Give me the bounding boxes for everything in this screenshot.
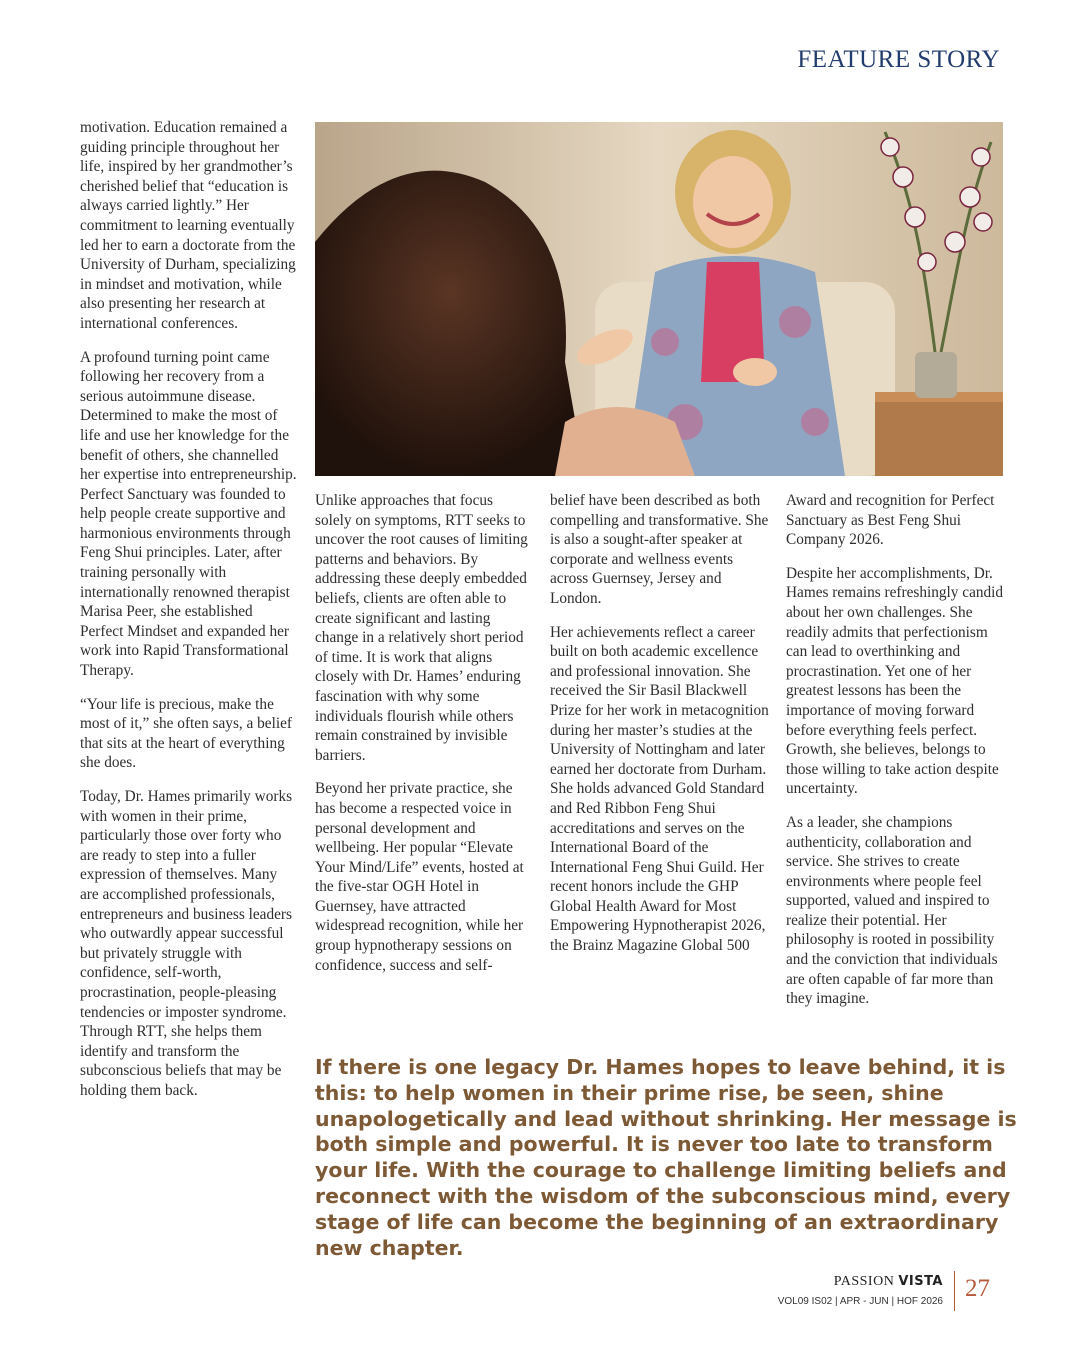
feature-photo: [315, 122, 1003, 476]
paragraph: “Your life is precious, make the most of it,” she often says, a belief that sits at the heart of everything she does.: [80, 695, 292, 772]
issue-info: VOL09 IS02 | APR - JUN | HOF 2026: [777, 1296, 943, 1307]
magazine-brand: [834, 1274, 943, 1290]
page-number: 27: [965, 1275, 990, 1302]
article-column-3: [550, 491, 770, 970]
section-label: FEATURE STORY: [797, 46, 1000, 73]
paragraph: belief have been described as both compelling and transformative. She is also a sought-after speaker at corporate and wellness events across Guernsey, Jersey and London.: [550, 492, 769, 607]
brand-passion: PASSION: [833, 1274, 899, 1289]
article-column-4: [786, 491, 1008, 1023]
footer-divider: [954, 1271, 955, 1311]
brand-vista: VISTA: [898, 1274, 943, 1289]
paragraph: motivation. Education remained a guiding principle throughout her life, inspired by her grandmother’s cherished belief that “education is always carried lightly.” Her commitment to learning eventually led her to earn a doctorate from the University of Durham, specializing in mindset and motivation, while also presenting her research at international conferences.: [80, 119, 296, 332]
article-column-2: [315, 491, 533, 989]
paragraph: Today, Dr. Hames primarily works with women in their prime, particularly those over forty who are ready to step into a fuller expression of themselves. Many are accomplished professionals, entrepreneurs and business leaders who outwardly appear successful but privately struggle with confidence, self-worth, procrastination, people-pleasing tendencies or imposter syndrome. Through RTT, she helps them identify and transform the subconscious beliefs that may be holding them back.: [80, 788, 293, 1099]
paragraph: Her achievements reflect a career built on both academic excellence and professional innovation. She received the Sir Basil Blackwell Prize for her work in metacognition during her master’s studies at the University of Nottingham and later earned her doctorate from Durham. She holds advanced Gold Standard and Red Ribbon Feng Shui accreditations and serves on the International Board of the International Feng Shui Guild. Her recent honors include the GHP Global Health Award for Most Empowering Hypnotherapist 2026, the Brainz Magazine Global 500: [550, 623, 769, 955]
paragraph: Despite her accomplishments, Dr. Hames remains refreshingly candid about her own challenges. She readily admits that perfectionism can lead to overthinking and procrastination. Yet one of her greatest lessons has been the importance of moving forward before everything feels perfect. Growth, she believes, belongs to those willing to take action despite uncertainty.: [786, 564, 1004, 798]
paragraph: Award and recognition for Perfect Sanctuary as Best Feng Shui Company 2026.: [786, 492, 995, 549]
paragraph: Unlike approaches that focus solely on symptoms, RTT seeks to uncover the root causes of limiting patterns and behaviors. By addressing these deeply embedded beliefs, clients are often able to create significant and lasting change in a relatively short period of time. It is work that aligns closely with Dr. Hames’ enduring fascination with why some individuals flourish while others remain constrained by invisible barriers.: [315, 492, 528, 764]
paragraph: Beyond her private practice, she has become a respected voice in personal development and wellbeing. Her popular “Elevate Your Mind/Life” events, hosted at the five-star OGH Hotel in Guernsey, have attracted widespread recognition, while her group hypnotherapy sessions on confidence, success and self-: [315, 780, 524, 974]
article-column-1: [80, 118, 298, 1115]
paragraph: As a leader, she champions authenticity, collaboration and service. She strives to create environments where people feel supported, valued and inspired to realize their potential. Her philosophy is rooted in possibility and the conviction that individuals are often capable of far more than they imagine.: [786, 813, 998, 1008]
paragraph: A profound turning point came following her recovery from a serious autoimmune disease. Determined to make the most of life and use her knowledge for the benefit of others, she channelled her expertise into entrepreneurship. Perfect Sanctuary was founded to help people create supportive and harmonious environments through Feng Shui principles. Later, after training personally with internationally renowned therapist Marisa Peer, she established Perfect Mindset and expanded her work into Rapid Transformational Therapy.: [80, 348, 297, 680]
pull-quote: If there is one legacy Dr. Hames hopes to leave behind, it is this: to help women in their prime rise, be seen, shine unapologetically and lead without shrinking. Her message is both simple and powerful. It is never too late to transform your life. With the courage to challenge limiting beliefs and reconnect with the wisdom of the subconscious mind, every stage of life can become the beginning of an extraordinary new chapter.: [315, 1055, 1017, 1260]
